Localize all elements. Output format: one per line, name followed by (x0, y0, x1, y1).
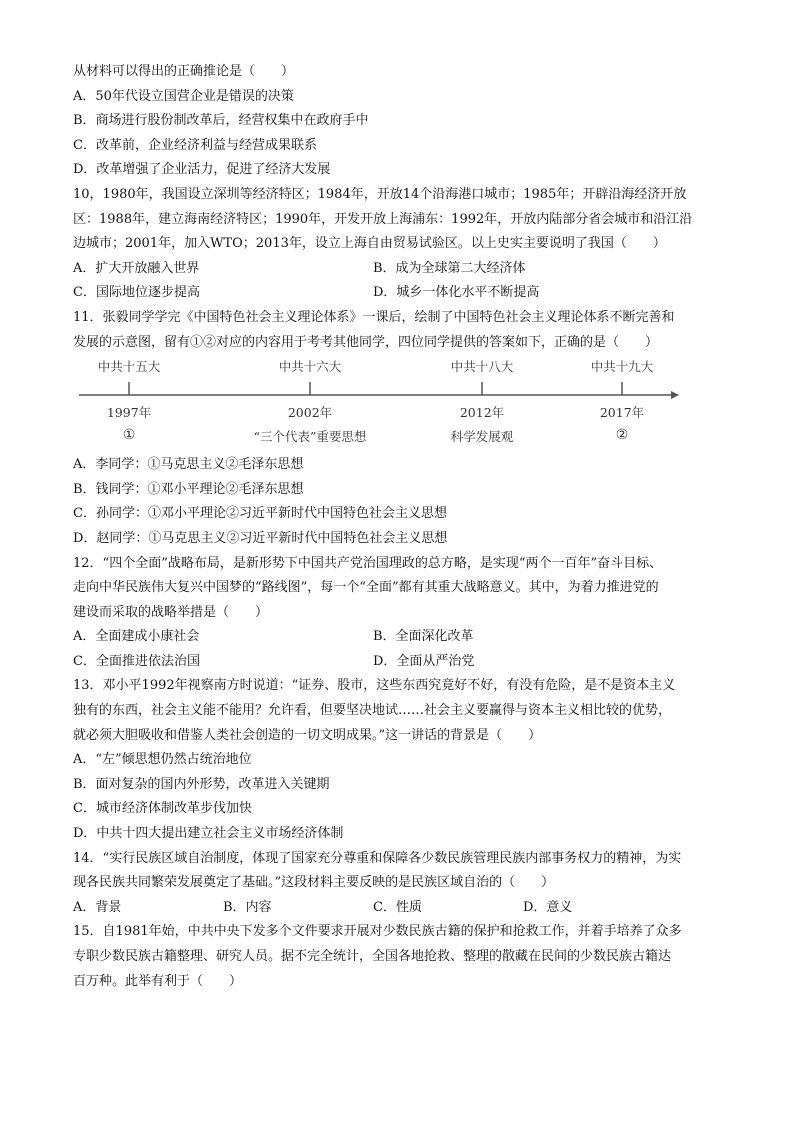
question-text-line: 12．“四个全面”战略布局，是新形势下中国共产党治国理政的总方略，是实现“两个一百年”奋斗目标、 (73, 555, 663, 571)
question-13 (73, 674, 733, 846)
question-text-line: 15．自1981年始，中共中央下发多个文件要求开展对少数民族古籍的保护和抢救工作，并着手培养了众多 (73, 924, 682, 940)
option-c[interactable]: C．性质 (373, 899, 422, 915)
option-b[interactable]: B．面对复杂的国内外形势，改革进入关键期 (73, 776, 330, 792)
question-text-line: 边城市；2001年，加入WTO；2013年，设立上海自由贸易试验区。以上史实主要说明了我国（ ） (73, 236, 666, 252)
option-row (73, 650, 733, 675)
option-row (73, 896, 733, 921)
option-c[interactable]: C．城市经济体制改革步伐加快 (73, 801, 252, 817)
option-d[interactable]: D．中共十四大提出建立社会主义市场经济体制 (73, 826, 344, 842)
option-b[interactable]: B．商场进行股份制改革后，经营权集中在政府手中 (73, 113, 369, 129)
theory-label: 科学发展观 (450, 429, 514, 445)
option-c[interactable]: C．国际地位逐步提高 (73, 285, 200, 301)
option-row (73, 257, 733, 282)
timeline-diagram (73, 355, 693, 453)
option-a[interactable]: A．“左”倾思想仍然占统治地位 (73, 752, 252, 768)
option-d[interactable]: D．改革增强了企业活力，促进了经济大发展 (73, 162, 331, 178)
question-14 (73, 847, 733, 921)
option-d[interactable]: D．城乡一体化水平不断提高 (373, 285, 540, 301)
option-a[interactable]: A．李同学：①马克思主义②毛泽东思想 (73, 457, 304, 473)
question-text-line: 百万种。此举有利于（ ） (73, 973, 243, 989)
question-9 (73, 60, 733, 183)
question-text-line: 独有的东西，社会主义能不能用？允许看，但要坚决地试……社会主义要赢得与资本主义相比较的优势， (73, 703, 672, 719)
option-c[interactable]: C．全面推进依法治国 (73, 653, 200, 669)
option-b[interactable]: B．全面深化改革 (373, 629, 474, 645)
question-text-line: 发展的示意图，留有①②对应的内容用于考考其他同学，四位同学提供的答案如下，正确的是（ ） (73, 334, 659, 350)
question-text-line: 现各民族共同繁荣发展奠定了基础。”这段材料主要反映的是民族区域自治的（ ） (73, 875, 555, 891)
question-10 (73, 183, 733, 306)
option-row (73, 625, 733, 650)
option-d[interactable]: D．全面从严治党 (373, 653, 475, 669)
option-c[interactable]: C．改革前，企业经济利益与经营成果联系 (73, 137, 317, 153)
exam-page (73, 60, 733, 994)
arrow-right-icon (671, 391, 679, 399)
year-label: 2017年 (599, 405, 645, 421)
congress-label: 中共十九大 (590, 359, 654, 375)
theory-label: “三个代表”重要思想 (253, 429, 367, 445)
question-text-line: 专职少数民族古籍整理、研究人员。据不完全统计，全国各地抢救、整理的散藏在民间的少数民族古籍达 (73, 949, 672, 964)
option-a[interactable]: A．50年代设立国营企业是错误的决策 (73, 88, 294, 104)
question-text-line: 10，1980年，我国设立深圳等经济特区；1984年，开放14个沿海港口城市；1985年；开辟沿海经济开放 (73, 186, 687, 202)
congress-label: 中共十八大 (450, 359, 514, 375)
year-label: 2012年 (459, 405, 505, 421)
option-a[interactable]: A．全面建成小康社会 (73, 629, 200, 645)
option-d[interactable]: D．意义 (523, 899, 573, 915)
year-label: 2002年 (287, 405, 333, 421)
question-text-line: 11．张毅同学学完《中国特色社会主义理论体系》一课后，绘制了中国特色社会主义理论体系不断完善和 (73, 309, 675, 325)
blank-marker-1: ① (122, 427, 136, 444)
question-text-line: 就必须大胆吸收和借鉴人类社会创造的一切文明成果。”这一讲话的背景是（ ） (73, 727, 542, 743)
option-b[interactable]: B．成为全球第二大经济体 (373, 260, 526, 276)
option-b[interactable]: B．内容 (223, 899, 272, 915)
blank-marker-2: ② (615, 427, 629, 444)
congress-label: 中共十五大 (97, 359, 161, 375)
question-12 (73, 552, 733, 675)
option-b[interactable]: B．钱同学：①邓小平理论②毛泽东思想 (73, 481, 304, 497)
question-text-line: 14．“实行民族区域自治制度，体现了国家充分尊重和保障各少数民族管理民族内部事务权力的精神，为实 (73, 850, 682, 866)
question-text-line: 走向中华民族伟大复兴中国梦的“路线图”，每一个“全面”都有其重大战略意义。其中，为着力推进党的 (73, 580, 659, 596)
question-15 (73, 920, 733, 994)
congress-label: 中共十六大 (278, 359, 342, 375)
option-c[interactable]: C．孙同学：①邓小平理论②习近平新时代中国特色社会主义思想 (73, 506, 447, 522)
question-text-line: 建设而采取的战略举措是（ ） (73, 604, 269, 620)
option-a[interactable]: A．背景 (73, 899, 122, 915)
question-11 (73, 306, 733, 552)
option-a[interactable]: A．扩大开放融入世界 (73, 260, 200, 276)
option-d[interactable]: D．赵同学：①马克思主义②习近平新时代中国特色社会主义思想 (73, 530, 448, 546)
option-row (73, 281, 733, 306)
year-label: 1997年 (106, 405, 152, 421)
question-text-line: 区：1988年，建立海南经济特区；1990年，开发开放上海浦东：1992年，开放内陆部分省会城市和沿江沿 (73, 211, 693, 227)
question-text-line: 13．邓小平1992年视察南方时说道：“证券、股市，这些东西究竟好不好，有没有危险，是不是资本主义 (73, 678, 676, 694)
question-stem: 从材料可以得出的正确推论是（ ） (73, 64, 295, 79)
